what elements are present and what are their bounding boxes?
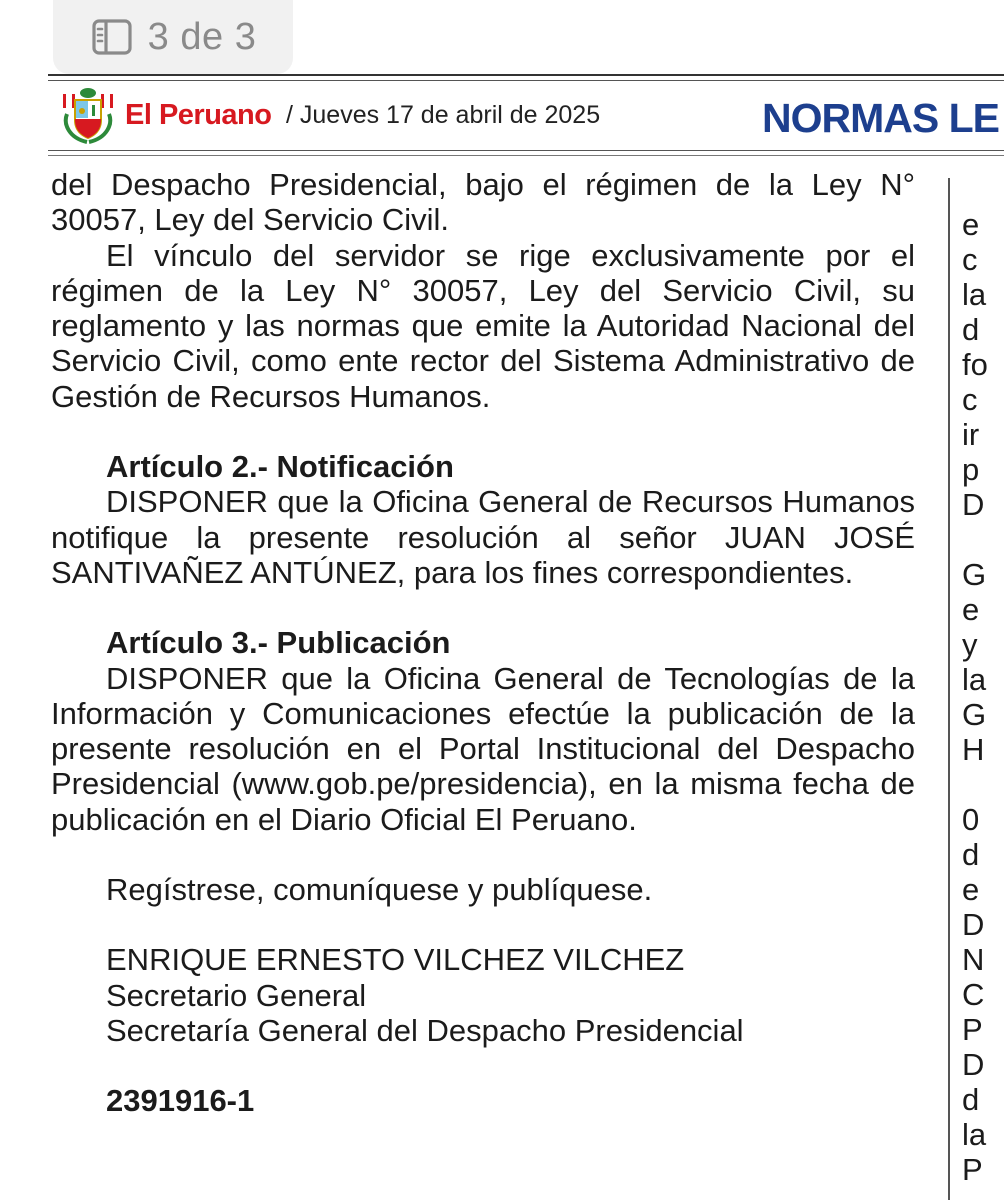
spacer	[51, 590, 915, 625]
brand-name: El Peruano	[125, 99, 272, 131]
paragraph-regimen: El vínculo del servidor se rige exclusivamente por el régimen de la Ley N° 30057, Ley del Servicio Civil, su reglamento y las normas que emite la Autoridad Nacional del Servicio Civil, como ente rector del Sistema Administrativo de Gestión de Recursos Humanos.	[51, 237, 915, 414]
document-code: 2391916-1	[106, 1083, 255, 1119]
right-column-fragment: G	[962, 557, 987, 592]
article-2-title: Artículo 2.- Notificación	[106, 449, 454, 485]
page-indicator-text: 3 de 3	[147, 15, 257, 58]
right-column-fragment: P	[962, 1152, 983, 1187]
header-rule-bottom	[48, 150, 1004, 151]
right-column-fragment: p	[962, 452, 980, 487]
right-column-fragment: 0	[962, 802, 980, 837]
section-title: NORMAS LE	[762, 95, 999, 141]
article-3-title: Artículo 3.- Publicación	[106, 625, 451, 661]
right-column-fragment: la	[962, 277, 987, 312]
masthead	[55, 82, 1004, 148]
right-column-fragment: d	[962, 837, 980, 872]
signer-role: Secretario General	[106, 977, 367, 1013]
right-column-fragment: D	[962, 907, 985, 942]
issue-date: / Jueves 17 de abril de 2025	[286, 101, 601, 129]
right-column-fragment: fo	[962, 347, 988, 382]
article-2-body: DISPONER que la Oficina General de Recursos Humanos notifique la presente resolución al señor JUAN JOSÉ SANTIVAÑEZ ANTÚNEZ, para los fines correspondientes.	[51, 484, 915, 590]
paragraph-continuation: del Despacho Presidencial, bajo el régimen de la Ley N° 30057, Ley del Servicio Civil.	[51, 167, 915, 238]
header-rule-top-thin	[48, 80, 1004, 81]
right-column-fragment: G	[962, 697, 987, 732]
right-column-fragment: e	[962, 872, 980, 907]
right-column-fragment: c	[962, 242, 978, 277]
right-column-fragment: d	[962, 312, 980, 347]
signer-office: Secretaría General del Despacho Presidencial	[106, 1012, 744, 1048]
column-divider	[948, 178, 950, 1200]
coat-of-arms-icon	[57, 84, 119, 146]
spacer	[51, 1048, 915, 1083]
right-column-fragment: la	[962, 1117, 987, 1152]
sidebar-icon	[90, 15, 134, 59]
header-rule-bottom-thin	[48, 155, 1004, 156]
header-rule-top	[48, 74, 1004, 76]
right-column-fragment: N	[962, 942, 985, 977]
right-column-fragment: c	[962, 382, 978, 417]
right-column-fragment: ir	[962, 417, 980, 452]
right-column-fragment: e	[962, 207, 980, 242]
right-column-fragment: e	[962, 592, 980, 627]
right-text-column-clipped	[962, 0, 1004, 1200]
signer-name: ENRIQUE ERNESTO VILCHEZ VILCHEZ	[106, 942, 685, 978]
main-text-column	[51, 167, 915, 1119]
spacer	[51, 414, 915, 449]
right-column-fragment: y	[962, 627, 978, 662]
right-column-fragment: C	[962, 977, 985, 1012]
right-column-fragment: H	[962, 732, 985, 767]
right-column-fragment: P	[962, 1012, 983, 1047]
right-column-fragment: la	[962, 662, 987, 697]
article-3-body: DISPONER que la Oficina General de Tecnologías de la Información y Comunicaciones efectúe la publicación de la presente resolución en el Portal Institucional del Despacho Presidencial (www.gob.pe/presidencia), en la misma fecha de publicación en el Diario Oficial El Peruano.	[51, 660, 915, 837]
spacer	[51, 907, 915, 942]
right-column-fragment: D	[962, 487, 985, 522]
spacer	[51, 837, 915, 872]
right-column-fragment: d	[962, 1082, 980, 1117]
closing-formula: Regístrese, comuníquese y publíquese.	[106, 872, 653, 908]
right-column-fragment: D	[962, 1047, 985, 1082]
page-indicator[interactable]	[53, 0, 293, 74]
